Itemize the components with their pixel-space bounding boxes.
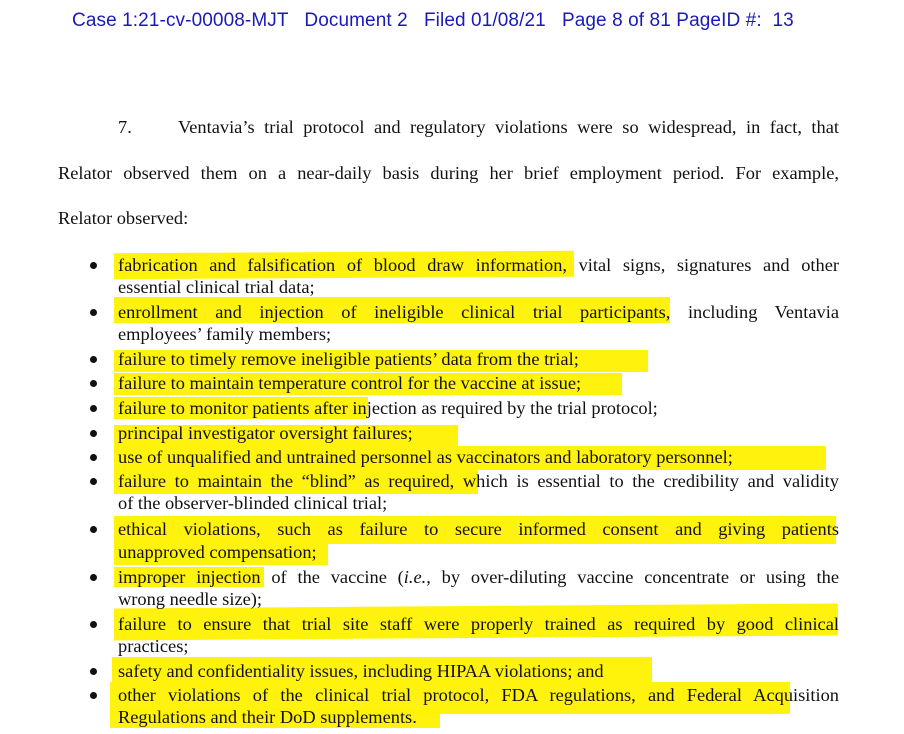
paragraph-line-2: Relator observed them on a near-daily basis during her brief employment period. For example, — [58, 163, 839, 183]
bullet-2-line-1: enrollment and injection of ineligible clinical trial participants, including Ventavia — [118, 302, 839, 322]
paragraph-line-1: Ventavia’s trial protocol and regulatory violations were so widespread, in fact, that — [178, 117, 839, 137]
bullet-7-text: use of unqualified and untrained personnel as vaccinators and laboratory personnel; — [118, 447, 733, 467]
bullet-icon — [90, 621, 97, 628]
filed-date: Filed 01/08/21 — [423, 10, 546, 31]
bullet-11-line-1: failure to ensure that trial site staff were properly trained as required by good clinical — [118, 614, 839, 634]
bullet-2-line-2: employees’ family members; — [118, 324, 332, 344]
bullet-10-text-a: improper injection of the vaccine ( — [118, 567, 404, 587]
bullet-10-line-1 — [118, 566, 839, 588]
bullet-icon — [90, 356, 97, 363]
bullet-6-text: principal investigator oversight failures; — [118, 423, 413, 443]
bullet-icon — [90, 405, 97, 412]
bullet-icon — [90, 309, 97, 316]
bullet-icon — [90, 380, 97, 387]
case-number: Case 1:21-cv-00008-MJT — [72, 10, 289, 31]
bullet-8-line-2: of the observer-blinded clinical trial; — [118, 493, 388, 513]
bullet-icon — [90, 526, 97, 533]
bullet-icon — [90, 574, 97, 581]
paragraph-number: 7. — [118, 117, 132, 137]
bullet-9-line-2: unapproved compensation; — [118, 542, 317, 562]
bullet-12-text: safety and confidentiality issues, including HIPAA violations; and — [118, 661, 604, 681]
paragraph-line-3: Relator observed: — [58, 208, 189, 228]
bullet-13-line-1: other violations of the clinical trial protocol, FDA regulations, and Federal Acquisition — [118, 685, 839, 705]
bullet-11-line-2: practices; — [118, 636, 189, 656]
bullet-icon — [90, 692, 97, 699]
bullet-5-text: failure to monitor patients after injection as required by the trial protocol; — [118, 398, 658, 418]
bullet-13-line-2: Regulations and their DoD supplements. — [118, 707, 417, 727]
bullet-icon — [90, 430, 97, 437]
bullet-10-text-b: , by over-diluting vaccine concentrate or using the — [426, 567, 839, 587]
document-header — [72, 10, 794, 32]
bullet-8-line-1: failure to maintain the “blind” as required, which is essential to the credibility and validity — [118, 471, 839, 491]
bullet-icon — [90, 454, 97, 461]
page-id: PageID #: 13 — [676, 10, 794, 31]
page-number: Page 8 of 81 — [561, 10, 671, 31]
bullet-icon — [90, 668, 97, 675]
bullet-3-text: failure to timely remove ineligible patients’ data from the trial; — [118, 349, 579, 369]
bullet-icon — [90, 262, 97, 269]
bullet-icon — [90, 478, 97, 485]
bullet-9-line-1: ethical violations, such as failure to secure informed consent and giving patients — [118, 519, 839, 539]
bullet-1-line-2: essential clinical trial data; — [118, 277, 315, 297]
bullet-10-italic: i.e. — [403, 567, 427, 587]
bullet-1-line-1: fabrication and falsification of blood draw information, vital signs, signatures and other — [118, 255, 839, 275]
document-number: Document 2 — [304, 10, 408, 31]
bullet-10-line-2: wrong needle size); — [118, 589, 263, 609]
bullet-4-text: failure to maintain temperature control for the vaccine at issue; — [118, 373, 582, 393]
